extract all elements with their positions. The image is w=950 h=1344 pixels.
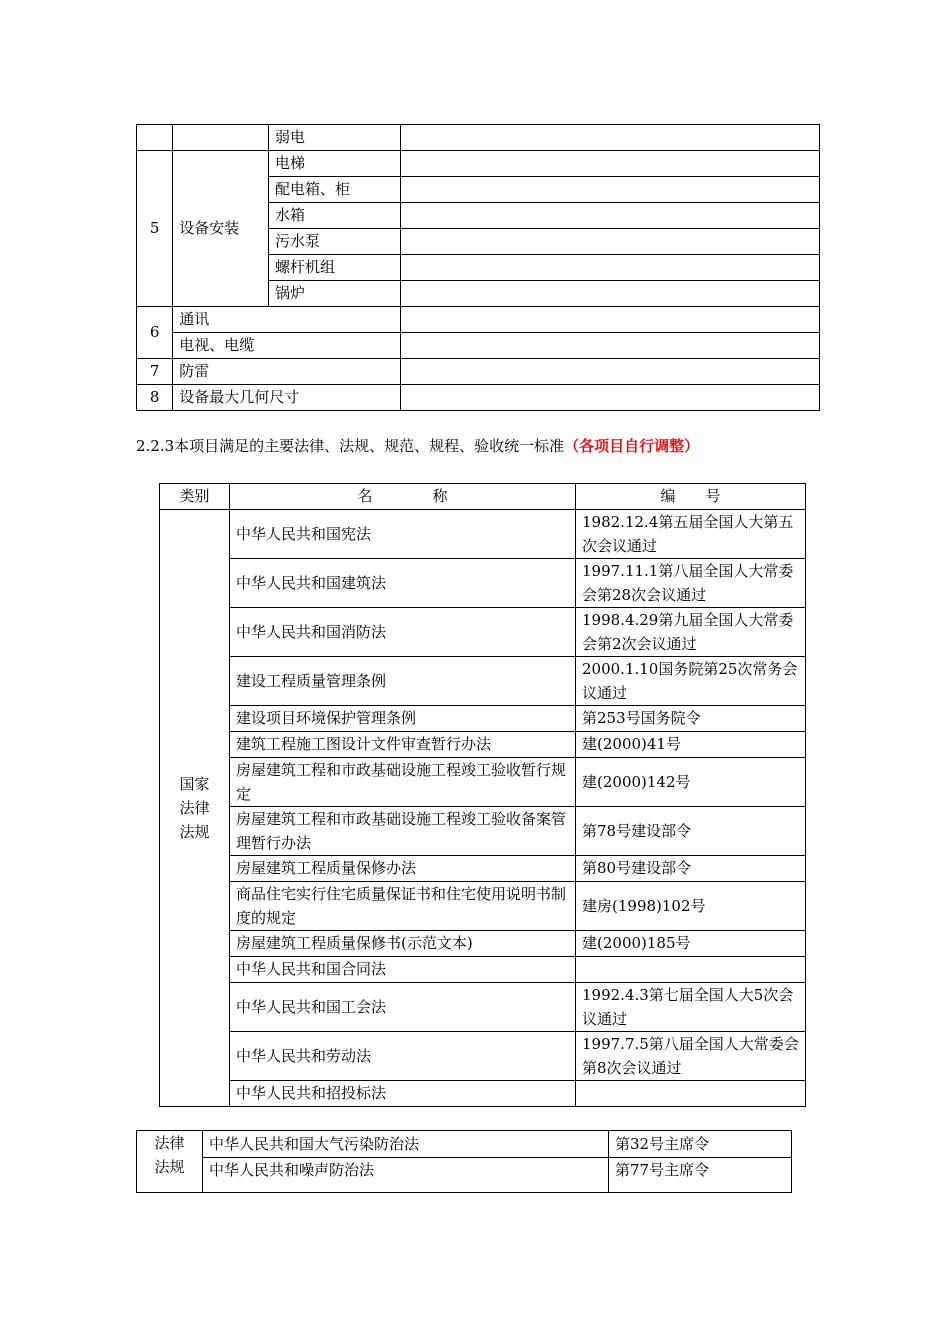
law-name: 中华人民共和国宪法 bbox=[230, 510, 576, 559]
law-name: 中华人民共和招投标法 bbox=[230, 1081, 576, 1107]
row-item: 电视、电缆 bbox=[173, 333, 401, 359]
law-name: 中华人民共和国消防法 bbox=[230, 608, 576, 657]
row-value bbox=[400, 203, 819, 229]
law-number: 建(2000)41号 bbox=[576, 732, 806, 758]
table-header-row bbox=[160, 484, 806, 510]
law-name: 建筑工程施工图设计文件审查暂行办法 bbox=[230, 732, 576, 758]
row-value bbox=[400, 229, 819, 255]
group-label-line: 法规 bbox=[154, 1158, 185, 1176]
table-row bbox=[160, 732, 806, 758]
table-row bbox=[160, 758, 806, 807]
group-label-line: 法律 bbox=[154, 1134, 185, 1152]
law-number bbox=[576, 1081, 806, 1107]
table-row bbox=[137, 307, 820, 333]
law-number: 1997.7.5第八届全国人大常委会第8次会议通过 bbox=[576, 1032, 806, 1081]
group-label-line: 法律 bbox=[179, 799, 210, 817]
law-name: 中华人民共和噪声防治法 bbox=[203, 1158, 609, 1193]
row-value bbox=[400, 177, 819, 203]
table-row bbox=[160, 856, 806, 882]
law-number: 1992.4.3第七届全国人大5次会议通过 bbox=[576, 983, 806, 1032]
group-label-line: 法规 bbox=[179, 823, 210, 841]
header-number: 编 号 bbox=[576, 484, 806, 510]
row-category bbox=[173, 125, 269, 151]
row-number bbox=[137, 125, 173, 151]
row-item: 锅炉 bbox=[268, 281, 400, 307]
table-row bbox=[137, 385, 820, 411]
law-number: 1998.4.29第九届全国人大常委会第2次会议通过 bbox=[576, 608, 806, 657]
row-value bbox=[400, 151, 819, 177]
row-value bbox=[400, 281, 819, 307]
row-item: 通讯 bbox=[173, 307, 401, 333]
law-number: 1997.11.1第八届全国人大常委会第28次会议通过 bbox=[576, 559, 806, 608]
header-name: 名 称 bbox=[230, 484, 576, 510]
row-value bbox=[400, 359, 819, 385]
law-name: 中华人民共和国合同法 bbox=[230, 957, 576, 983]
law-name: 房屋建筑工程质量保修书(示范文本) bbox=[230, 931, 576, 957]
row-value bbox=[400, 125, 819, 151]
law-name: 建设项目环境保护管理条例 bbox=[230, 706, 576, 732]
law-name: 中华人民共和劳动法 bbox=[230, 1032, 576, 1081]
group-label bbox=[137, 1131, 203, 1193]
row-item: 配电箱、柜 bbox=[268, 177, 400, 203]
table-row bbox=[160, 657, 806, 706]
row-item: 设备最大几何尺寸 bbox=[173, 385, 401, 411]
law-number: 第80号建设部令 bbox=[576, 856, 806, 882]
law-number: 第253号国务院令 bbox=[576, 706, 806, 732]
row-category: 设备安装 bbox=[173, 151, 269, 307]
group-label-line: 国家 bbox=[179, 775, 210, 793]
law-name: 房屋建筑工程和市政基础设施工程竣工验收备案管理暂行办法 bbox=[230, 807, 576, 856]
table-row bbox=[137, 333, 820, 359]
row-item: 电梯 bbox=[268, 151, 400, 177]
law-name: 中华人民共和国工会法 bbox=[230, 983, 576, 1032]
law-name: 房屋建筑工程质量保修办法 bbox=[230, 856, 576, 882]
row-item: 弱电 bbox=[268, 125, 400, 151]
table-row bbox=[137, 1158, 792, 1193]
law-number: 建(2000)142号 bbox=[576, 758, 806, 807]
law-number: 建房(1998)102号 bbox=[576, 882, 806, 931]
law-number: 第78号建设部令 bbox=[576, 807, 806, 856]
laws-table-continued bbox=[136, 1130, 792, 1193]
law-name: 中华人民共和国大气污染防治法 bbox=[203, 1131, 609, 1158]
table-row bbox=[160, 559, 806, 608]
table-row bbox=[137, 359, 820, 385]
row-number: 8 bbox=[137, 385, 173, 411]
table-row bbox=[160, 807, 806, 856]
law-number: 1982.12.4第五届全国人大第五次会议通过 bbox=[576, 510, 806, 559]
laws-table bbox=[159, 483, 806, 1107]
table-row bbox=[160, 608, 806, 657]
row-item: 防雷 bbox=[173, 359, 401, 385]
law-number: 第77号主席令 bbox=[609, 1158, 792, 1193]
heading-text: 2.2.3本项目满足的主要法律、法规、规范、规程、验收统一标准 bbox=[136, 437, 565, 455]
law-number: 建(2000)185号 bbox=[576, 931, 806, 957]
row-value bbox=[400, 255, 819, 281]
law-name: 中华人民共和国建筑法 bbox=[230, 559, 576, 608]
law-number bbox=[576, 957, 806, 983]
table-row bbox=[160, 882, 806, 931]
row-item: 水箱 bbox=[268, 203, 400, 229]
row-value bbox=[400, 385, 819, 411]
row-value bbox=[400, 307, 819, 333]
table-row bbox=[160, 1081, 806, 1107]
table-row bbox=[137, 125, 820, 151]
table-row bbox=[160, 957, 806, 983]
section-heading bbox=[136, 434, 699, 458]
row-value bbox=[400, 333, 819, 359]
row-number: 5 bbox=[137, 151, 173, 307]
group-label bbox=[160, 510, 230, 1107]
table-row bbox=[137, 1131, 792, 1158]
law-number: 第32号主席令 bbox=[609, 1131, 792, 1158]
table-row bbox=[160, 706, 806, 732]
row-number: 7 bbox=[137, 359, 173, 385]
table-row bbox=[160, 1032, 806, 1081]
table-row bbox=[160, 983, 806, 1032]
equipment-table bbox=[136, 124, 820, 411]
header-category: 类别 bbox=[160, 484, 230, 510]
row-number: 6 bbox=[137, 307, 173, 359]
row-item: 污水泵 bbox=[268, 229, 400, 255]
table-row bbox=[160, 510, 806, 559]
law-number: 2000.1.10国务院第25次常务会议通过 bbox=[576, 657, 806, 706]
table-row bbox=[137, 151, 820, 177]
law-name: 商品住宅实行住宅质量保证书和住宅使用说明书制度的规定 bbox=[230, 882, 576, 931]
row-item: 螺杆机组 bbox=[268, 255, 400, 281]
table-row bbox=[160, 931, 806, 957]
law-name: 建设工程质量管理条例 bbox=[230, 657, 576, 706]
law-name: 房屋建筑工程和市政基础设施工程竣工验收暂行规定 bbox=[230, 758, 576, 807]
heading-note: （各项目自行调整） bbox=[564, 437, 700, 455]
